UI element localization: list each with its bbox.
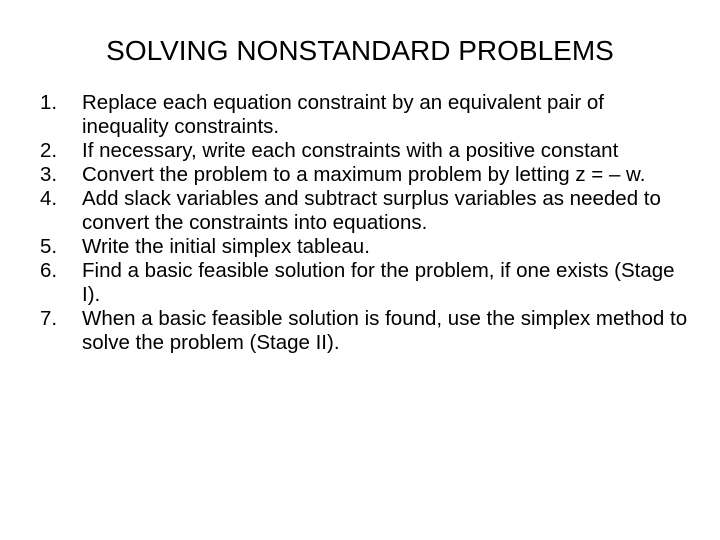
step-text: Write the initial simplex tableau. <box>82 235 370 258</box>
step-text: If necessary, write each constraints with a positive constant <box>82 139 619 162</box>
step-item-2 <box>40 139 690 163</box>
step-item-3 <box>40 163 690 187</box>
step-number: 7. <box>40 307 58 330</box>
step-text: When a basic feasible solution is found, use the simplex method to solve the problem (Stage II). <box>82 307 688 354</box>
step-number: 5. <box>40 235 58 258</box>
step-number: 6. <box>40 259 58 282</box>
step-text: Add slack variables and subtract surplus variables as needed to convert the constraints into equations. <box>82 187 661 234</box>
step-number: 3. <box>40 163 58 186</box>
step-item-6 <box>40 259 690 307</box>
steps-list <box>40 91 690 355</box>
slide-title: SOLVING NONSTANDARD PROBLEMS <box>106 35 614 66</box>
step-number: 4. <box>40 187 58 210</box>
step-item-7 <box>40 307 690 355</box>
step-item-5 <box>40 235 690 259</box>
step-number: 2. <box>40 139 58 162</box>
step-number: 1. <box>40 91 58 114</box>
step-text: Replace each equation constraint by an equivalent pair of inequality constraints. <box>82 91 604 138</box>
step-item-4 <box>40 187 690 235</box>
step-item-1 <box>40 91 690 139</box>
step-text: Find a basic feasible solution for the problem, if one exists (Stage I). <box>82 259 675 306</box>
step-text: Convert the problem to a maximum problem by letting z = – w. <box>82 163 646 186</box>
